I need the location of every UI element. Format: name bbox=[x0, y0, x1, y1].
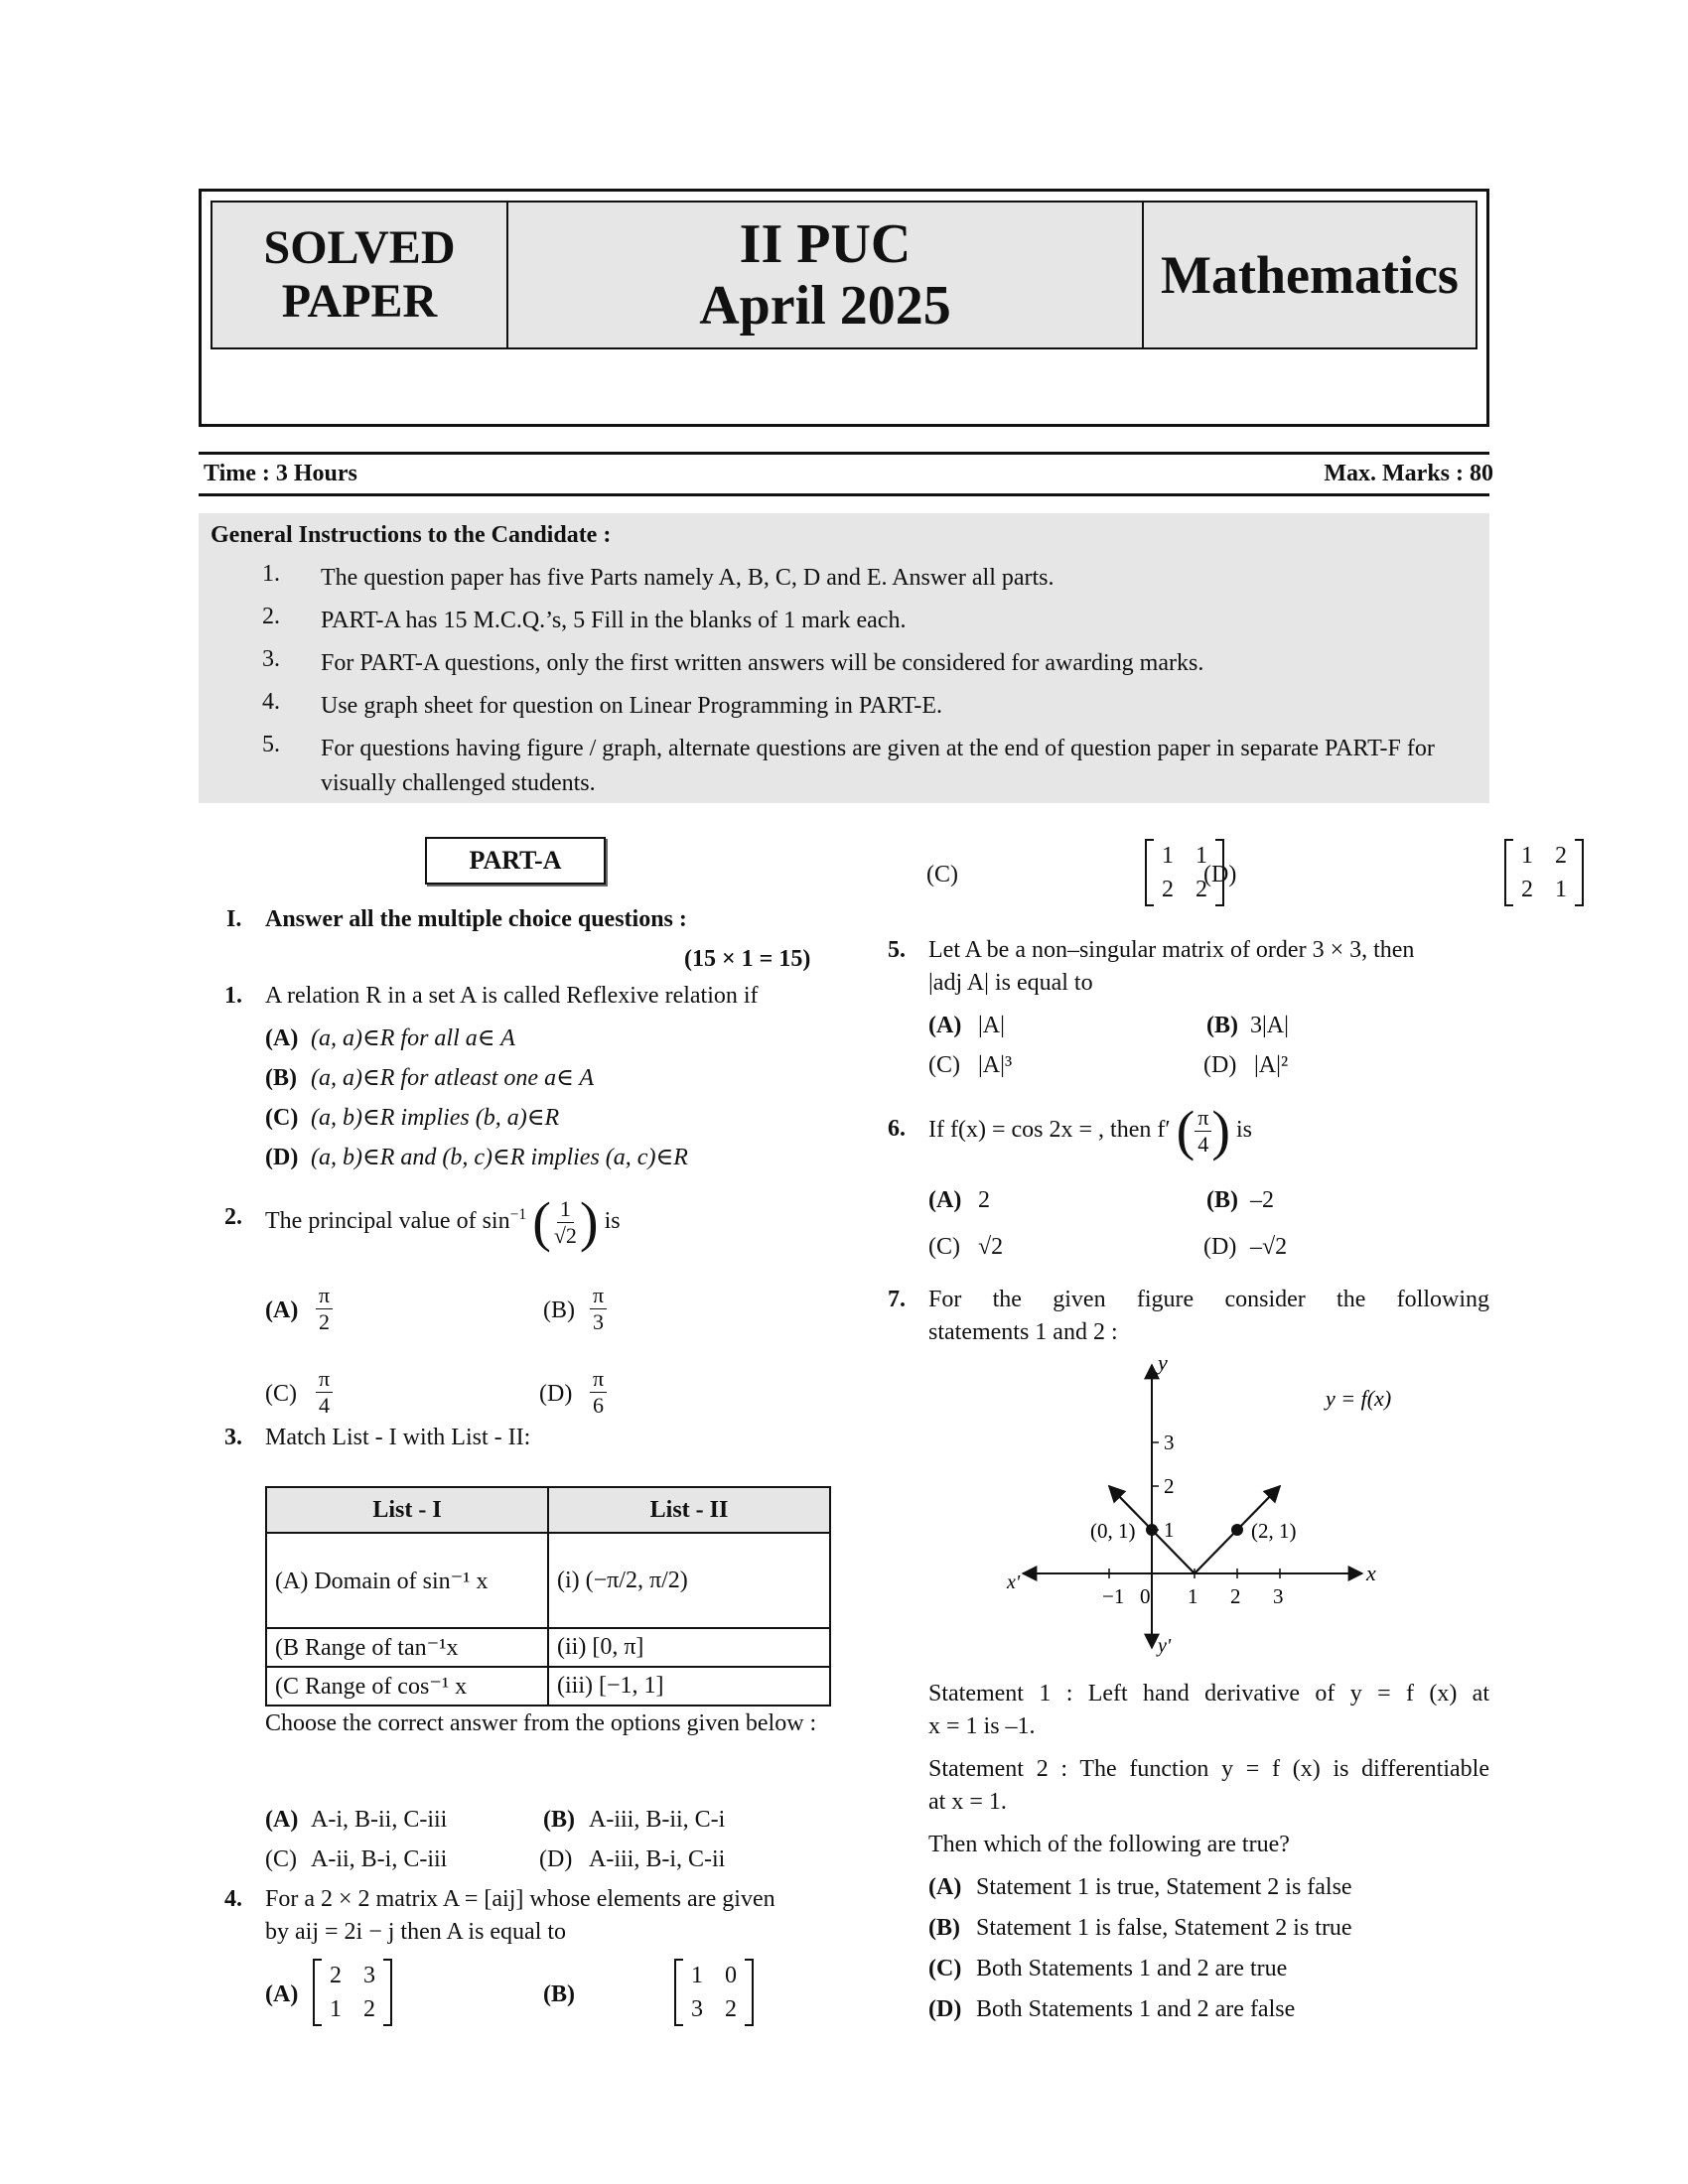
table-cell bbox=[548, 1533, 830, 1628]
question-text: Let A be a non–singular matrix of order 3 × 3, then bbox=[928, 937, 1415, 963]
matrix-entry: 1 bbox=[1555, 877, 1567, 902]
option-text: –√2 bbox=[1250, 1234, 1288, 1260]
option-label: (D) bbox=[539, 1381, 573, 1407]
instruction-num: 4. bbox=[262, 689, 280, 715]
question-text: For a 2 × 2 matrix A = [aij] whose elements are given bbox=[265, 1886, 775, 1912]
option-text: Statement 1 is false, Statement 2 is true bbox=[976, 1915, 1352, 1941]
function-graph bbox=[1003, 1350, 1400, 1668]
fraction: $\frac{1}{√2}$ bbox=[553, 1195, 577, 1248]
statement-1-cont: x = 1 is –1. bbox=[928, 1713, 1036, 1739]
cell-text: (iii) [−1, 1] bbox=[557, 1673, 664, 1699]
x-tick-label: 2 bbox=[1230, 1584, 1241, 1608]
matrix-entry: 1 bbox=[691, 1963, 703, 1988]
option-label: (A) bbox=[928, 1874, 962, 1900]
paren-left: ( bbox=[532, 1191, 551, 1254]
matrix-entry: 2 bbox=[1555, 843, 1567, 869]
instruction-num: 3. bbox=[262, 646, 280, 672]
option-label: (D) bbox=[265, 1145, 299, 1170]
option-label: (B) bbox=[543, 1981, 575, 2007]
table-header: List - II bbox=[548, 1487, 830, 1533]
option-label: (A) bbox=[265, 1981, 299, 2007]
question-number: 3. bbox=[224, 1425, 242, 1450]
option-label: (B) bbox=[928, 1915, 960, 1941]
option-label: (C) bbox=[928, 1956, 962, 1981]
question-text: Match List - I with List - II: bbox=[265, 1425, 531, 1450]
option-label: (A) bbox=[928, 1013, 962, 1038]
question-text-pre: The principal value of sin bbox=[265, 1208, 510, 1234]
question-number: 1. bbox=[224, 983, 242, 1009]
matrix-entry: 0 bbox=[725, 1963, 737, 1988]
table-cell bbox=[266, 1667, 548, 1706]
matrix-entry: 2 bbox=[1196, 877, 1207, 902]
option-label: (A) bbox=[928, 1187, 962, 1213]
cell-text: (B Range of tan⁻¹x bbox=[275, 1635, 459, 1661]
statement-2-cont: at x = 1. bbox=[928, 1789, 1007, 1815]
question-number: 4. bbox=[224, 1886, 242, 1912]
question-text bbox=[265, 1181, 621, 1261]
part-a-heading: PART-A bbox=[425, 837, 606, 885]
data-point bbox=[1231, 1524, 1243, 1536]
cell-text: (ii) [0, π] bbox=[557, 1634, 644, 1660]
header-center bbox=[508, 203, 1144, 347]
option-text: (a, b)∈R implies (b, a)∈R bbox=[311, 1105, 560, 1131]
instruction-text: For questions having figure / graph, alternate questions are given at the end of question paper in separate PART-F for visually challenged students. bbox=[321, 736, 1435, 796]
option-label: (B) bbox=[265, 1065, 297, 1091]
option-fraction: $\frac{\pi}{3}$ bbox=[590, 1283, 607, 1335]
cell-text: (i) (−π/2, π/2) bbox=[557, 1567, 688, 1593]
x-axis-label: x bbox=[1366, 1561, 1376, 1585]
y-axis-label: y bbox=[1158, 1350, 1168, 1375]
option-fraction: $\frac{\pi}{4}$ bbox=[316, 1366, 333, 1419]
instruction-num: 1. bbox=[262, 561, 280, 587]
option-text: (a, b)∈R and (b, c)∈R implies (a, c)∈R bbox=[311, 1145, 688, 1170]
question-prompt: Then which of the following are true? bbox=[928, 1832, 1290, 1857]
option-label: (B) bbox=[543, 1297, 575, 1323]
option-text: |A|² bbox=[1254, 1052, 1289, 1078]
option-label: (C) bbox=[926, 862, 958, 887]
statement-1: Statement 1 : Left hand derivative of y = f (x) at bbox=[928, 1681, 1489, 1706]
option-label: (C) bbox=[265, 1846, 297, 1872]
matrix-entry: 1 bbox=[1196, 843, 1207, 869]
table-cell bbox=[266, 1533, 548, 1628]
instruction-text: PART-A has 15 M.C.Q.’s, 5 Fill in the blanks of 1 mark each. bbox=[321, 608, 907, 633]
question-text: A relation R in a set A is called Reflexive relation if bbox=[265, 983, 759, 1009]
matrix-entry: 2 bbox=[725, 1996, 737, 2022]
section-marks: (15 × 1 = 15) bbox=[684, 946, 811, 972]
question-text-post: is bbox=[1236, 1117, 1253, 1143]
question-number: 7. bbox=[888, 1287, 906, 1312]
y-tick-label: 3 bbox=[1164, 1431, 1175, 1454]
option-label: (D) bbox=[928, 1996, 962, 2022]
x-tick-label: 3 bbox=[1273, 1584, 1284, 1608]
option-text: |A|³ bbox=[978, 1052, 1013, 1078]
question-text: |adj A| is equal to bbox=[928, 970, 1093, 996]
divider-bottom bbox=[199, 493, 1489, 496]
instruction-text: Use graph sheet for question on Linear Programming in PART-E. bbox=[321, 693, 943, 719]
option-label: (B) bbox=[1206, 1013, 1238, 1038]
subject-title: Mathematics bbox=[1161, 245, 1459, 305]
option-label: (A) bbox=[265, 1025, 299, 1051]
option-fraction: $\frac{\pi}{2}$ bbox=[316, 1283, 333, 1335]
header-left bbox=[212, 203, 508, 347]
curve-label: y = f(x) bbox=[1326, 1386, 1392, 1411]
data-point bbox=[1146, 1524, 1158, 1536]
option-text: (a, a)∈R for all a∈ A bbox=[311, 1025, 515, 1051]
header-date: April 2025 bbox=[699, 275, 951, 337]
match-table bbox=[265, 1486, 831, 1706]
option-text: 2 bbox=[978, 1187, 990, 1213]
table-cell bbox=[266, 1628, 548, 1667]
header-left-line1: SOLVED bbox=[263, 221, 456, 274]
point-label: (0, 1) bbox=[1090, 1519, 1136, 1543]
instruction-num: 2. bbox=[262, 604, 280, 629]
divider-top bbox=[199, 452, 1489, 455]
matrix-entry: 1 bbox=[330, 1996, 342, 2022]
point-label: (2, 1) bbox=[1251, 1519, 1297, 1543]
option-text: √2 bbox=[978, 1234, 1004, 1260]
matrix-entry: 1 bbox=[1521, 843, 1533, 869]
instruction-text: For PART-A questions, only the first written answers will be considered for awarding marks. bbox=[321, 650, 1204, 676]
option-label: (C) bbox=[928, 1234, 960, 1260]
question-text bbox=[928, 1090, 1252, 1169]
header-banner bbox=[211, 201, 1477, 349]
question-text-pre: If f(x) = cos 2x = , then f′ bbox=[928, 1117, 1171, 1143]
option-text: (a, a)∈R for atleast one a∈ A bbox=[311, 1065, 595, 1091]
fraction: $\frac{\pi}{4}$ bbox=[1195, 1105, 1211, 1158]
question-text: Choose the correct answer from the options given below : bbox=[265, 1710, 817, 1736]
option-label: (D) bbox=[539, 1846, 573, 1872]
option-label: (C) bbox=[265, 1381, 297, 1407]
x-tick-label: −1 bbox=[1102, 1584, 1125, 1608]
header-subject bbox=[1144, 203, 1476, 347]
matrix-entry: 2 bbox=[330, 1963, 342, 1988]
option-label: (C) bbox=[928, 1052, 960, 1078]
matrix-entry: 2 bbox=[363, 1996, 375, 2022]
option-label: (D) bbox=[1203, 1052, 1237, 1078]
table-cell bbox=[548, 1628, 830, 1667]
matrix-entry: 3 bbox=[363, 1963, 375, 1988]
option-matrix bbox=[1504, 839, 1584, 906]
cell-text: (C Range of cos⁻¹ x bbox=[275, 1674, 468, 1700]
header-left-line2: PAPER bbox=[281, 275, 438, 328]
max-marks-label: Max. Marks : 80 bbox=[1324, 461, 1493, 486]
y-neg-axis-label: y' bbox=[1158, 1635, 1172, 1657]
x-tick-label: 0 bbox=[1140, 1584, 1151, 1608]
paren-right: ) bbox=[1211, 1100, 1231, 1162]
x-neg-axis-label: x' bbox=[1007, 1571, 1021, 1593]
header-class: II PUC bbox=[739, 213, 912, 275]
question-text: For the given figure consider the following bbox=[928, 1287, 1489, 1312]
option-label: (A) bbox=[265, 1297, 299, 1323]
instruction-text: The question paper has five Parts namely A, B, C, D and E. Answer all parts. bbox=[321, 565, 1055, 591]
option-matrix bbox=[313, 1959, 392, 2026]
option-text: –2 bbox=[1250, 1187, 1274, 1213]
statement-2: Statement 2 : The function y = f (x) is differentiable bbox=[928, 1756, 1489, 1782]
option-matrix bbox=[674, 1959, 754, 2026]
option-text: Statement 1 is true, Statement 2 is false bbox=[976, 1874, 1352, 1900]
option-text: A-iii, B-ii, C-i bbox=[589, 1807, 726, 1833]
instruction-num: 5. bbox=[262, 732, 280, 757]
section-instruction: Answer all the multiple choice questions : bbox=[265, 906, 687, 932]
matrix-entry: 2 bbox=[1521, 877, 1533, 902]
option-label: (B) bbox=[1206, 1187, 1238, 1213]
paren-right: ) bbox=[579, 1191, 599, 1254]
option-text: 3|A| bbox=[1250, 1013, 1289, 1038]
section-num: I. bbox=[226, 906, 242, 932]
paren-left: ( bbox=[1176, 1100, 1196, 1162]
option-text: Both Statements 1 and 2 are true bbox=[976, 1956, 1288, 1981]
matrix-entry: 1 bbox=[1162, 843, 1174, 869]
time-label: Time : 3 Hours bbox=[204, 461, 357, 486]
question-text: statements 1 and 2 : bbox=[928, 1319, 1118, 1345]
y-tick-label: 2 bbox=[1164, 1474, 1175, 1498]
y-tick-label: 1 bbox=[1164, 1518, 1175, 1542]
question-text: by aij = 2i − j then A is equal to bbox=[265, 1919, 567, 1945]
matrix-entry: 2 bbox=[1162, 877, 1174, 902]
question-number: 6. bbox=[888, 1116, 906, 1142]
option-text: |A| bbox=[978, 1013, 1005, 1038]
labeled-points bbox=[1090, 1519, 1297, 1543]
option-label: (C) bbox=[265, 1105, 299, 1131]
instructions-title: General Instructions to the Candidate : bbox=[211, 522, 612, 548]
option-text: A-i, B-ii, C-iii bbox=[311, 1807, 448, 1833]
question-text-post: is bbox=[604, 1208, 621, 1234]
matrix-entry: 3 bbox=[691, 1996, 703, 2022]
option-label: (A) bbox=[265, 1807, 299, 1833]
option-text: Both Statements 1 and 2 are false bbox=[976, 1996, 1296, 2022]
x-tick-label: 1 bbox=[1188, 1584, 1198, 1608]
option-label: (D) bbox=[1203, 862, 1237, 887]
question-number: 5. bbox=[888, 937, 906, 963]
option-text: A-ii, B-i, C-iii bbox=[311, 1846, 448, 1872]
option-text: A-iii, B-i, C-ii bbox=[589, 1846, 726, 1872]
cell-text: (A) Domain of sin⁻¹ x bbox=[275, 1568, 489, 1594]
option-fraction: $\frac{\pi}{6}$ bbox=[590, 1366, 607, 1419]
inverse-superscript: −1 bbox=[509, 1206, 527, 1223]
question-number: 2. bbox=[224, 1204, 242, 1230]
table-header: List - I bbox=[266, 1487, 548, 1533]
option-label: (B) bbox=[543, 1807, 575, 1833]
option-label: (D) bbox=[1203, 1234, 1237, 1260]
table-cell bbox=[548, 1667, 830, 1706]
